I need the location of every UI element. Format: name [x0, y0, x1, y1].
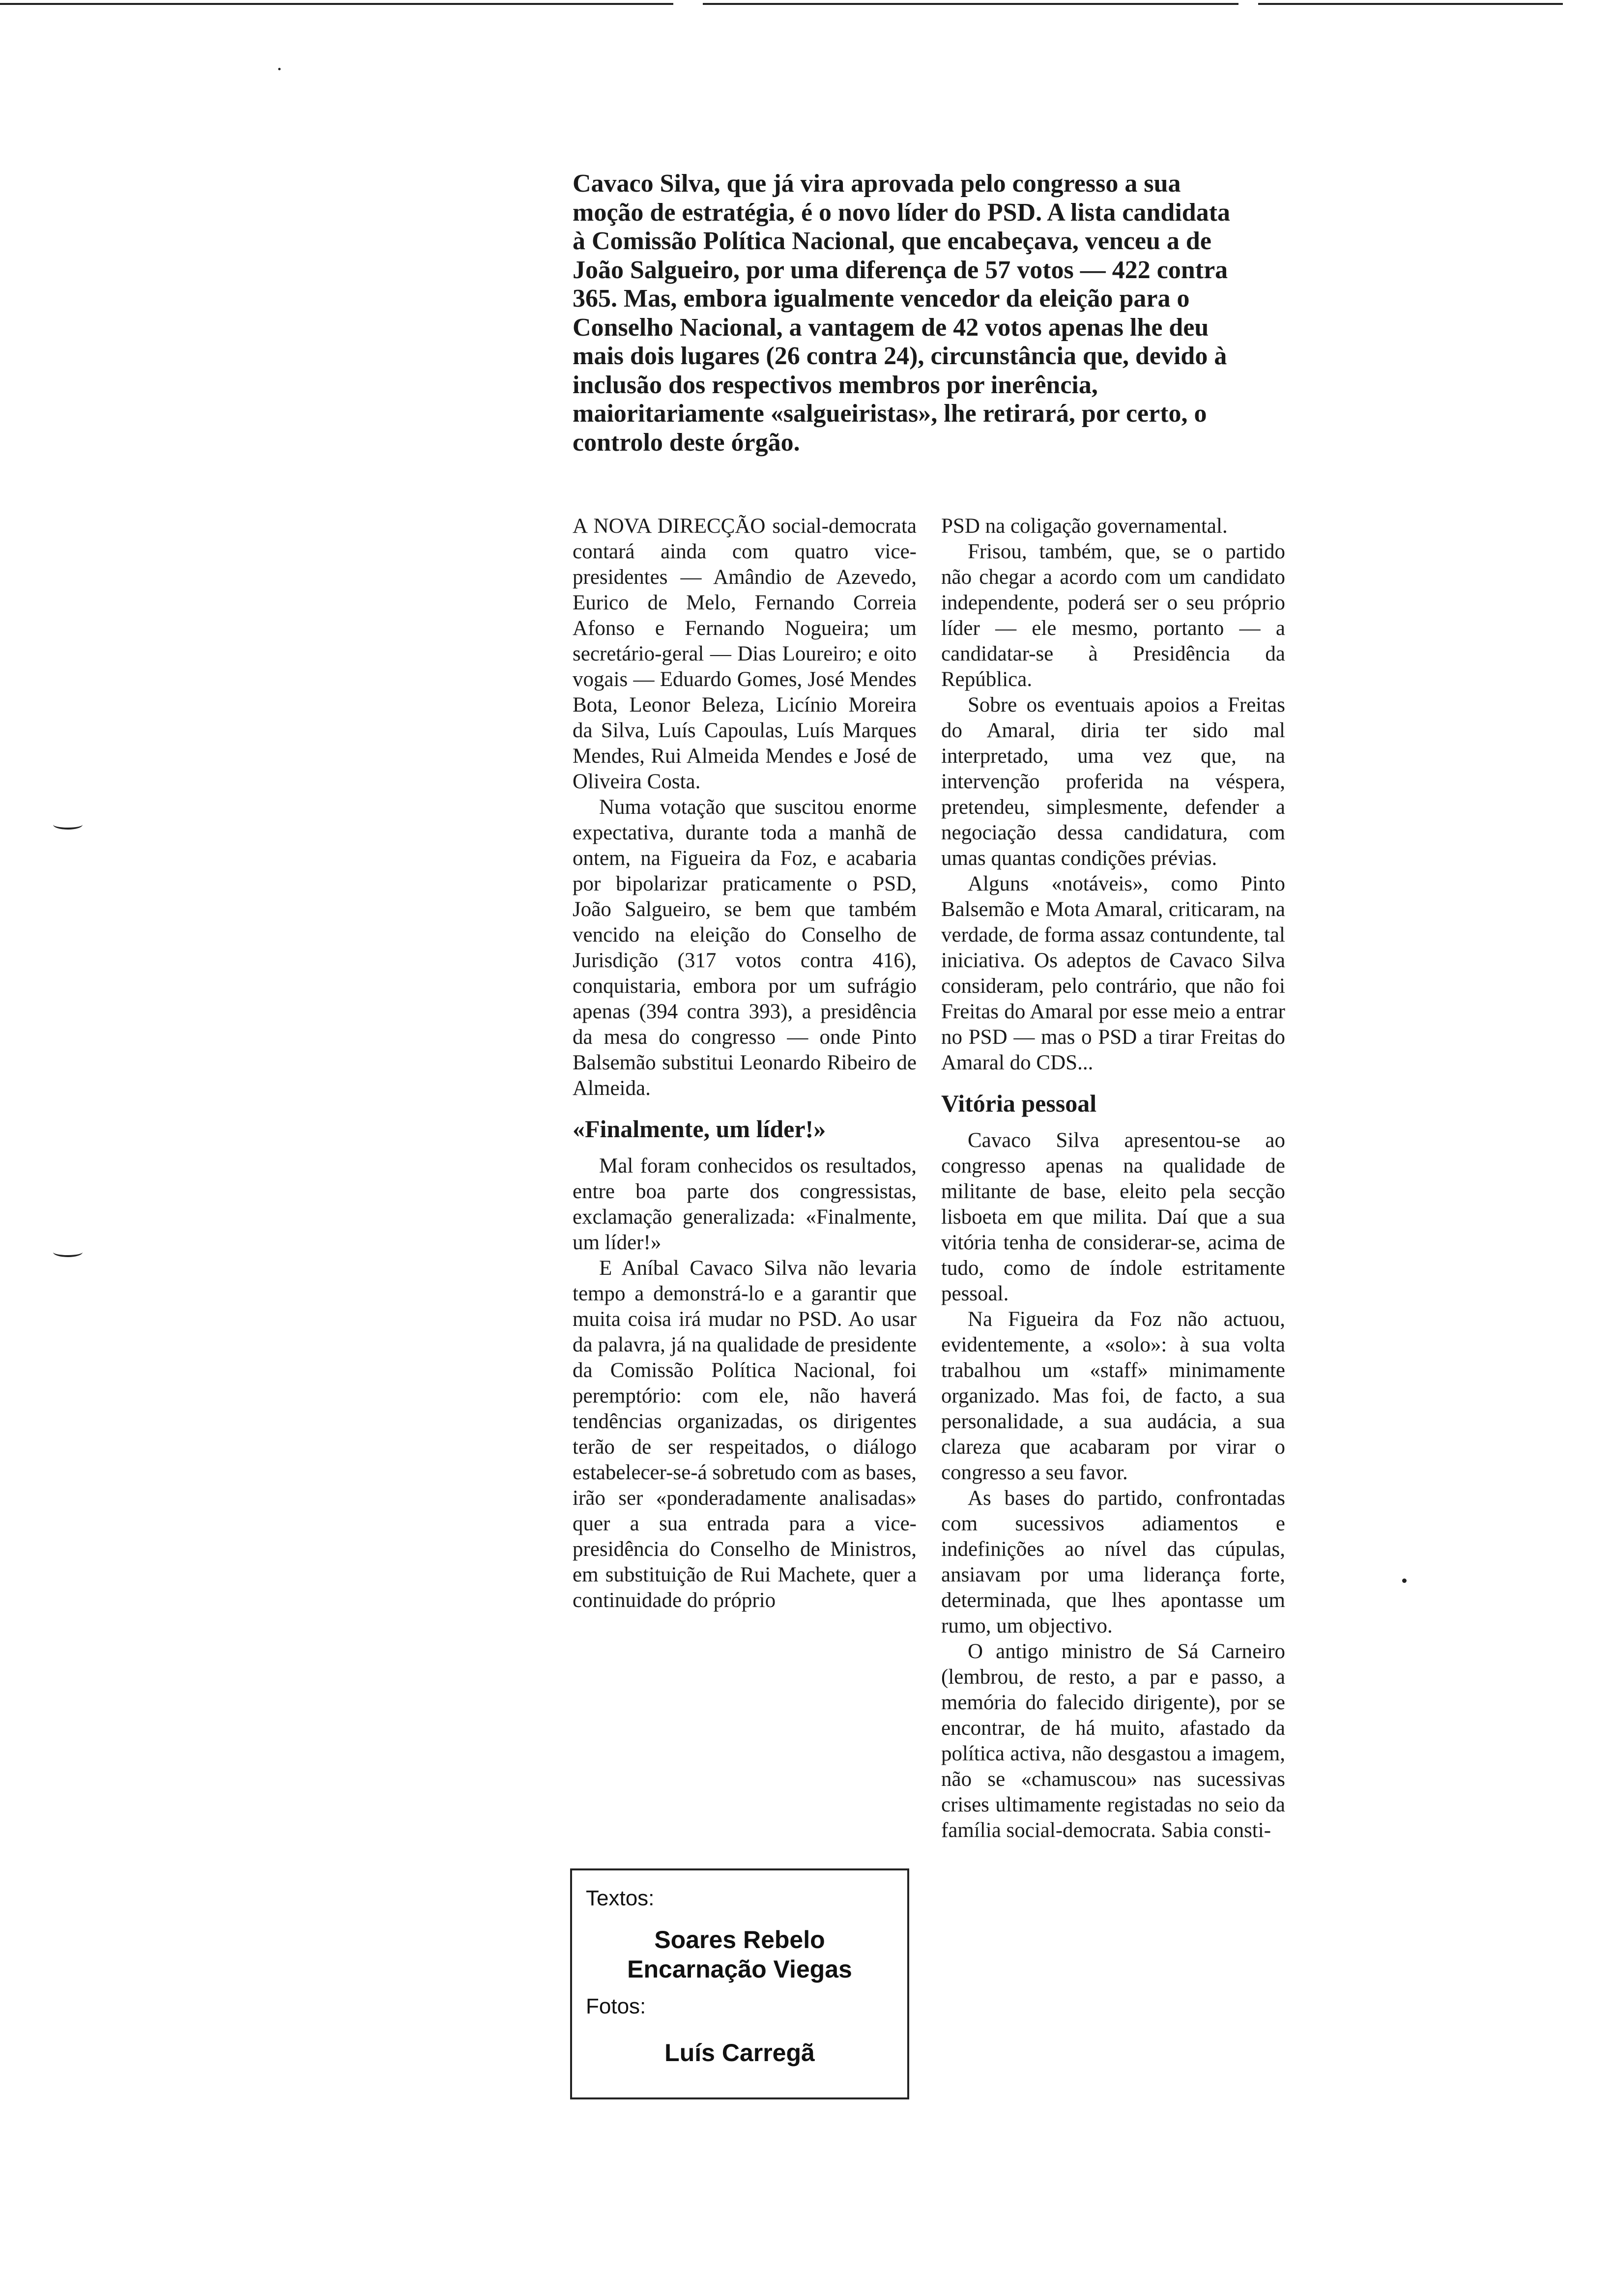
body-paragraph: Frisou, também, que, se o partido não chegar a acordo com um candidato independente, poderá ser o seu próprio líder — ele mesmo, portanto — a candidatar-se à Presidência da República.: [941, 540, 1285, 691]
margin-mark: [53, 820, 83, 830]
subheading: Vitória pessoal: [941, 1090, 1097, 1117]
scan-top-line: [1258, 3, 1563, 5]
lead-paragraph: Cavaco Silva, que já vira aprovada pelo congresso a sua moção de estratégia, é o novo líder do PSD. A lista candidata à Comissão Política Nacional, que encabeçava, venceu a de João Salgueiro, por uma diferença de 57 votos — 422 contra 365. Mas, embora igualmente vencedor da eleição para o Conselho Nacional, a vantagem de 42 votos apenas lhe deu mais dois lugares (26 contra 24), circunstância que, devido à inclusão dos respectivos membros por inerência, maioritariamente «salgueiristas», lhe retirará, por certo, o controlo deste órgão.: [573, 170, 1231, 457]
texts-label: Textos:: [586, 1886, 655, 1910]
speck: [278, 68, 281, 70]
credits-box: [570, 1868, 909, 2099]
body-paragraph: PSD na coligação governamental.: [941, 515, 1228, 538]
body-paragraph: Cavaco Silva apresentou-se ao congresso apenas na qualidade de militante de base, eleito pela secção lisboeta em que milita. Daí que a sua vitória tenha de considerar-se, acima de tudo, como de índole estritamente pessoal.: [941, 1129, 1285, 1305]
speck: [1402, 1578, 1407, 1583]
body-paragraph: Numa votação que suscitou enorme expectativa, durante toda a manhã de ontem, na Figueira da Foz, e acabaria por bipolarizar praticamente o PSD, João Salgueiro, se bem que também vencido na eleição do Conselho de Jurisdição (317 votos contra 416), conquistaria, embora por um sufrágio apenas (394 contra 393), a presidência da mesa do congresso — onde Pinto Balsemão substitui Leonardo Ribeiro de Almeida.: [573, 796, 917, 1100]
subheading: «Finalmente, um líder!»: [573, 1115, 826, 1143]
body-paragraph: A NOVA DIRECÇÃO social-democrata contará ainda com quatro vice-presidentes — Amândio de Azevedo, Eurico de Melo, Fernando Correia Afonso e Fernando Nogueira; um secretário-geral — Dias Loureiro; e oito vogais — Eduardo Gomes, José Mendes Bota, Leonor Beleza, Licínio Moreira da Silva, Luís Capoulas, Luís Marques Mendes, Rui Almeida Mendes e José de Oliveira Costa.: [573, 515, 917, 793]
author-name: Encarnação Viegas: [627, 1955, 852, 1983]
body-paragraph: O antigo ministro de Sá Carneiro (lembrou, de resto, a par e passo, a memória do falecido dirigente), por se encontrar, de há muito, afastado da política activa, não desgastou a imagem, não se «chamuscou» nas sucessivas crises ultimamente registadas no seio da família social-democrata. Sabia consti-: [941, 1640, 1285, 1842]
photos-label: Fotos:: [586, 1994, 646, 2018]
article-lead: [573, 170, 1248, 457]
scan-top-line: [703, 3, 1238, 5]
body-paragraph: Na Figueira da Foz não actuou, evidentemente, a «solo»: à sua volta trabalhou um «staff» minimamente organizado. Mas foi, de facto, a sua personalidade, a sua audácia, a sua clareza que acabaram por virar o congresso a seu favor.: [941, 1308, 1285, 1484]
article-column-2: [941, 514, 1285, 1843]
body-paragraph: As bases do partido, confrontadas com sucessivos adiamentos e indefinições ao nível das cúpulas, ansiavam por uma liderança forte, determinada, que lhes apontasse um rumo, um objectivo.: [941, 1487, 1285, 1637]
body-paragraph: Sobre os eventuais apoios a Freitas do Amaral, diria ter sido mal interpretado, uma vez que, na intervenção proferida na véspera, pretendeu, simplesmente, defender a negociação dessa candidatura, com umas quantas condições prévias.: [941, 693, 1285, 870]
article-column-1: [573, 514, 917, 1613]
body-paragraph: E Aníbal Cavaco Silva não levaria tempo a demonstrá-lo e a garantir que muita coisa irá mudar no PSD. Ao usar da palavra, já na qualidade de presidente da Comissão Política Nacional, foi peremptório: com ele, não haverá tendências organizadas, os dirigentes terão de ser respeitados, o diálogo estabelecer-se-á sobretudo com as bases, irão ser «ponderadamente analisadas» quer a sua entrada para a vice-presidência do Conselho de Ministros, em substituição de Rui Machete, quer a continuidade do próprio: [573, 1257, 917, 1612]
body-paragraph: Mal foram conhecidos os resultados, entre boa parte dos congressistas, exclamação generalizada: «Finalmente, um líder!»: [573, 1154, 917, 1254]
author-name: Soares Rebelo: [654, 1926, 825, 1953]
scan-top-line: [0, 3, 673, 5]
body-paragraph: Alguns «notáveis», como Pinto Balsemão e Mota Amaral, criticaram, na verdade, de forma assaz contundente, tal iniciativa. Os adeptos de Cavaco Silva consideram, pelo contrário, que não foi Freitas do Amaral por esse meio a entrar no PSD — mas o PSD a tirar Freitas do Amaral do CDS...: [941, 872, 1285, 1074]
photographer-name: Luís Carregã: [664, 2039, 815, 2066]
margin-mark: [53, 1247, 83, 1257]
